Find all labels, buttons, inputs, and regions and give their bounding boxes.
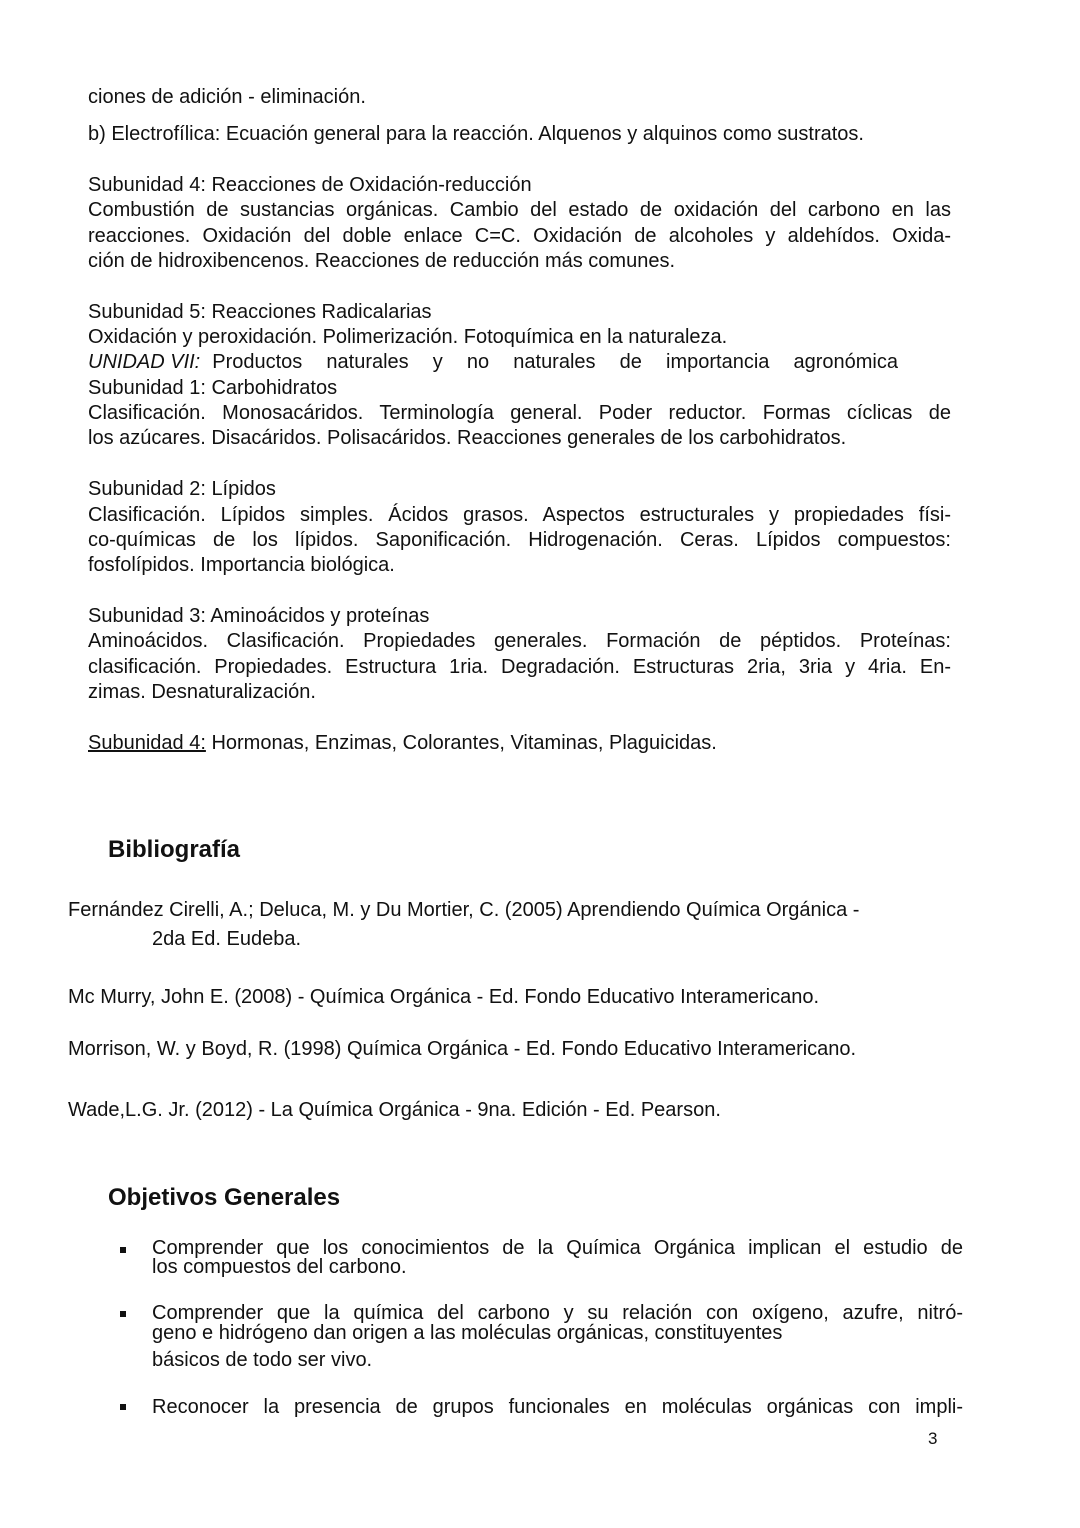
bibliography-entry: Fernández Cirelli, A.; Deluca, M. y Du Mortier, C. (2005) Aprendiendo Química Orgánica - xyxy=(68,899,860,921)
bullet-icon xyxy=(120,1404,126,1410)
text-line: Oxidación y peroxidación. Polimerización. Fotoquímica en la naturaleza. xyxy=(88,326,728,348)
objective-line: básicos de todo ser vivo. xyxy=(152,1349,373,1371)
text-line: los azúcares. Disacáridos. Polisacáridos. Reacciones generales de los carbohidratos. xyxy=(88,427,847,449)
text-line: ción de hidroxibencenos. Reacciones de reducción más comunes. xyxy=(88,250,676,272)
bibliography-entry-continued: 2da Ed. Eudeba. xyxy=(152,928,302,950)
text-line: ciones de adición - eliminación. xyxy=(88,86,366,108)
text-line: clasificación. Propiedades. Estructura 1ria. Degradación. Estructuras 2ria, 3ria y 4ria. En- xyxy=(88,656,951,678)
text-line: co-químicas de los lípidos. Saponificación. Hidrogenación. Ceras. Lípidos compuestos: xyxy=(88,529,951,551)
subunit-title xyxy=(88,732,717,754)
subunit-title: Subunidad 4: Reacciones de Oxidación-reducción xyxy=(88,174,532,196)
text-line: reacciones. Oxidación del doble enlace C=C. Oxidación de alcoholes y aldehídos. Oxida- xyxy=(88,225,951,247)
unit-name: Productos naturales y no naturales de importancia agronómica xyxy=(212,351,898,373)
page-number: 3 xyxy=(928,1429,938,1448)
objective-line: Reconocer la presencia de grupos funcionales en moléculas orgánicas con impli- xyxy=(152,1396,963,1418)
objective-line: Comprender que los conocimientos de la Química Orgánica implican el estudio de xyxy=(152,1237,963,1259)
text-line: b) Electrofílica: Ecuación general para la reacción. Alquenos y alquinos como sustratos. xyxy=(88,123,864,145)
bibliography-heading: Bibliografía xyxy=(108,836,241,863)
objective-line: Comprender que la química del carbono y su relación con oxígeno, azufre, nitró- xyxy=(152,1302,963,1324)
objective-line: los compuestos del carbono. xyxy=(152,1256,407,1278)
subunit-title: Subunidad 2: Lípidos xyxy=(88,478,276,500)
subunit-title: Subunidad 5: Reacciones Radicalarias xyxy=(88,301,432,323)
text-line: fosfolípidos. Importancia biológica. xyxy=(88,554,395,576)
objective-line: geno e hidrógeno dan origen a las moléculas orgánicas, constituyentes xyxy=(152,1322,783,1344)
subunit-title: Subunidad 3: Aminoácidos y proteínas xyxy=(88,605,430,627)
text-line: zimas. Desnaturalización. xyxy=(88,681,316,703)
bibliography-entry: Mc Murry, John E. (2008) - Química Orgánica - Ed. Fondo Educativo Interamericano. xyxy=(68,986,820,1008)
subunit-label: Subunidad 4: xyxy=(88,732,206,754)
text-line: Combustión de sustancias orgánicas. Cambio del estado de oxidación del carbono en las xyxy=(88,199,951,221)
subunit-title: Subunidad 1: Carbohidratos xyxy=(88,377,338,399)
unit-title xyxy=(88,351,898,373)
text-line: Clasificación. Monosacáridos. Terminología general. Poder reductor. Formas cíclicas de xyxy=(88,402,951,424)
text-line: Aminoácidos. Clasificación. Propiedades generales. Formación de péptidos. Proteínas: xyxy=(88,630,951,652)
subunit-text: Hormonas, Enzimas, Colorantes, Vitaminas, Plaguicidas. xyxy=(205,732,717,754)
bibliography-entry: Wade,L.G. Jr. (2012) - La Química Orgánica - 9na. Edición - Ed. Pearson. xyxy=(68,1099,721,1121)
objectives-heading: Objetivos Generales xyxy=(108,1184,341,1211)
bullet-icon xyxy=(120,1311,126,1317)
bibliography-entry: Morrison, W. y Boyd, R. (1998) Química Orgánica - Ed. Fondo Educativo Interamericano. xyxy=(68,1038,857,1060)
unit-label: UNIDAD VII: xyxy=(88,351,201,373)
text-line: Clasificación. Lípidos simples. Ácidos grasos. Aspectos estructurales y propiedades físi- xyxy=(88,504,951,526)
bullet-icon xyxy=(120,1247,126,1253)
